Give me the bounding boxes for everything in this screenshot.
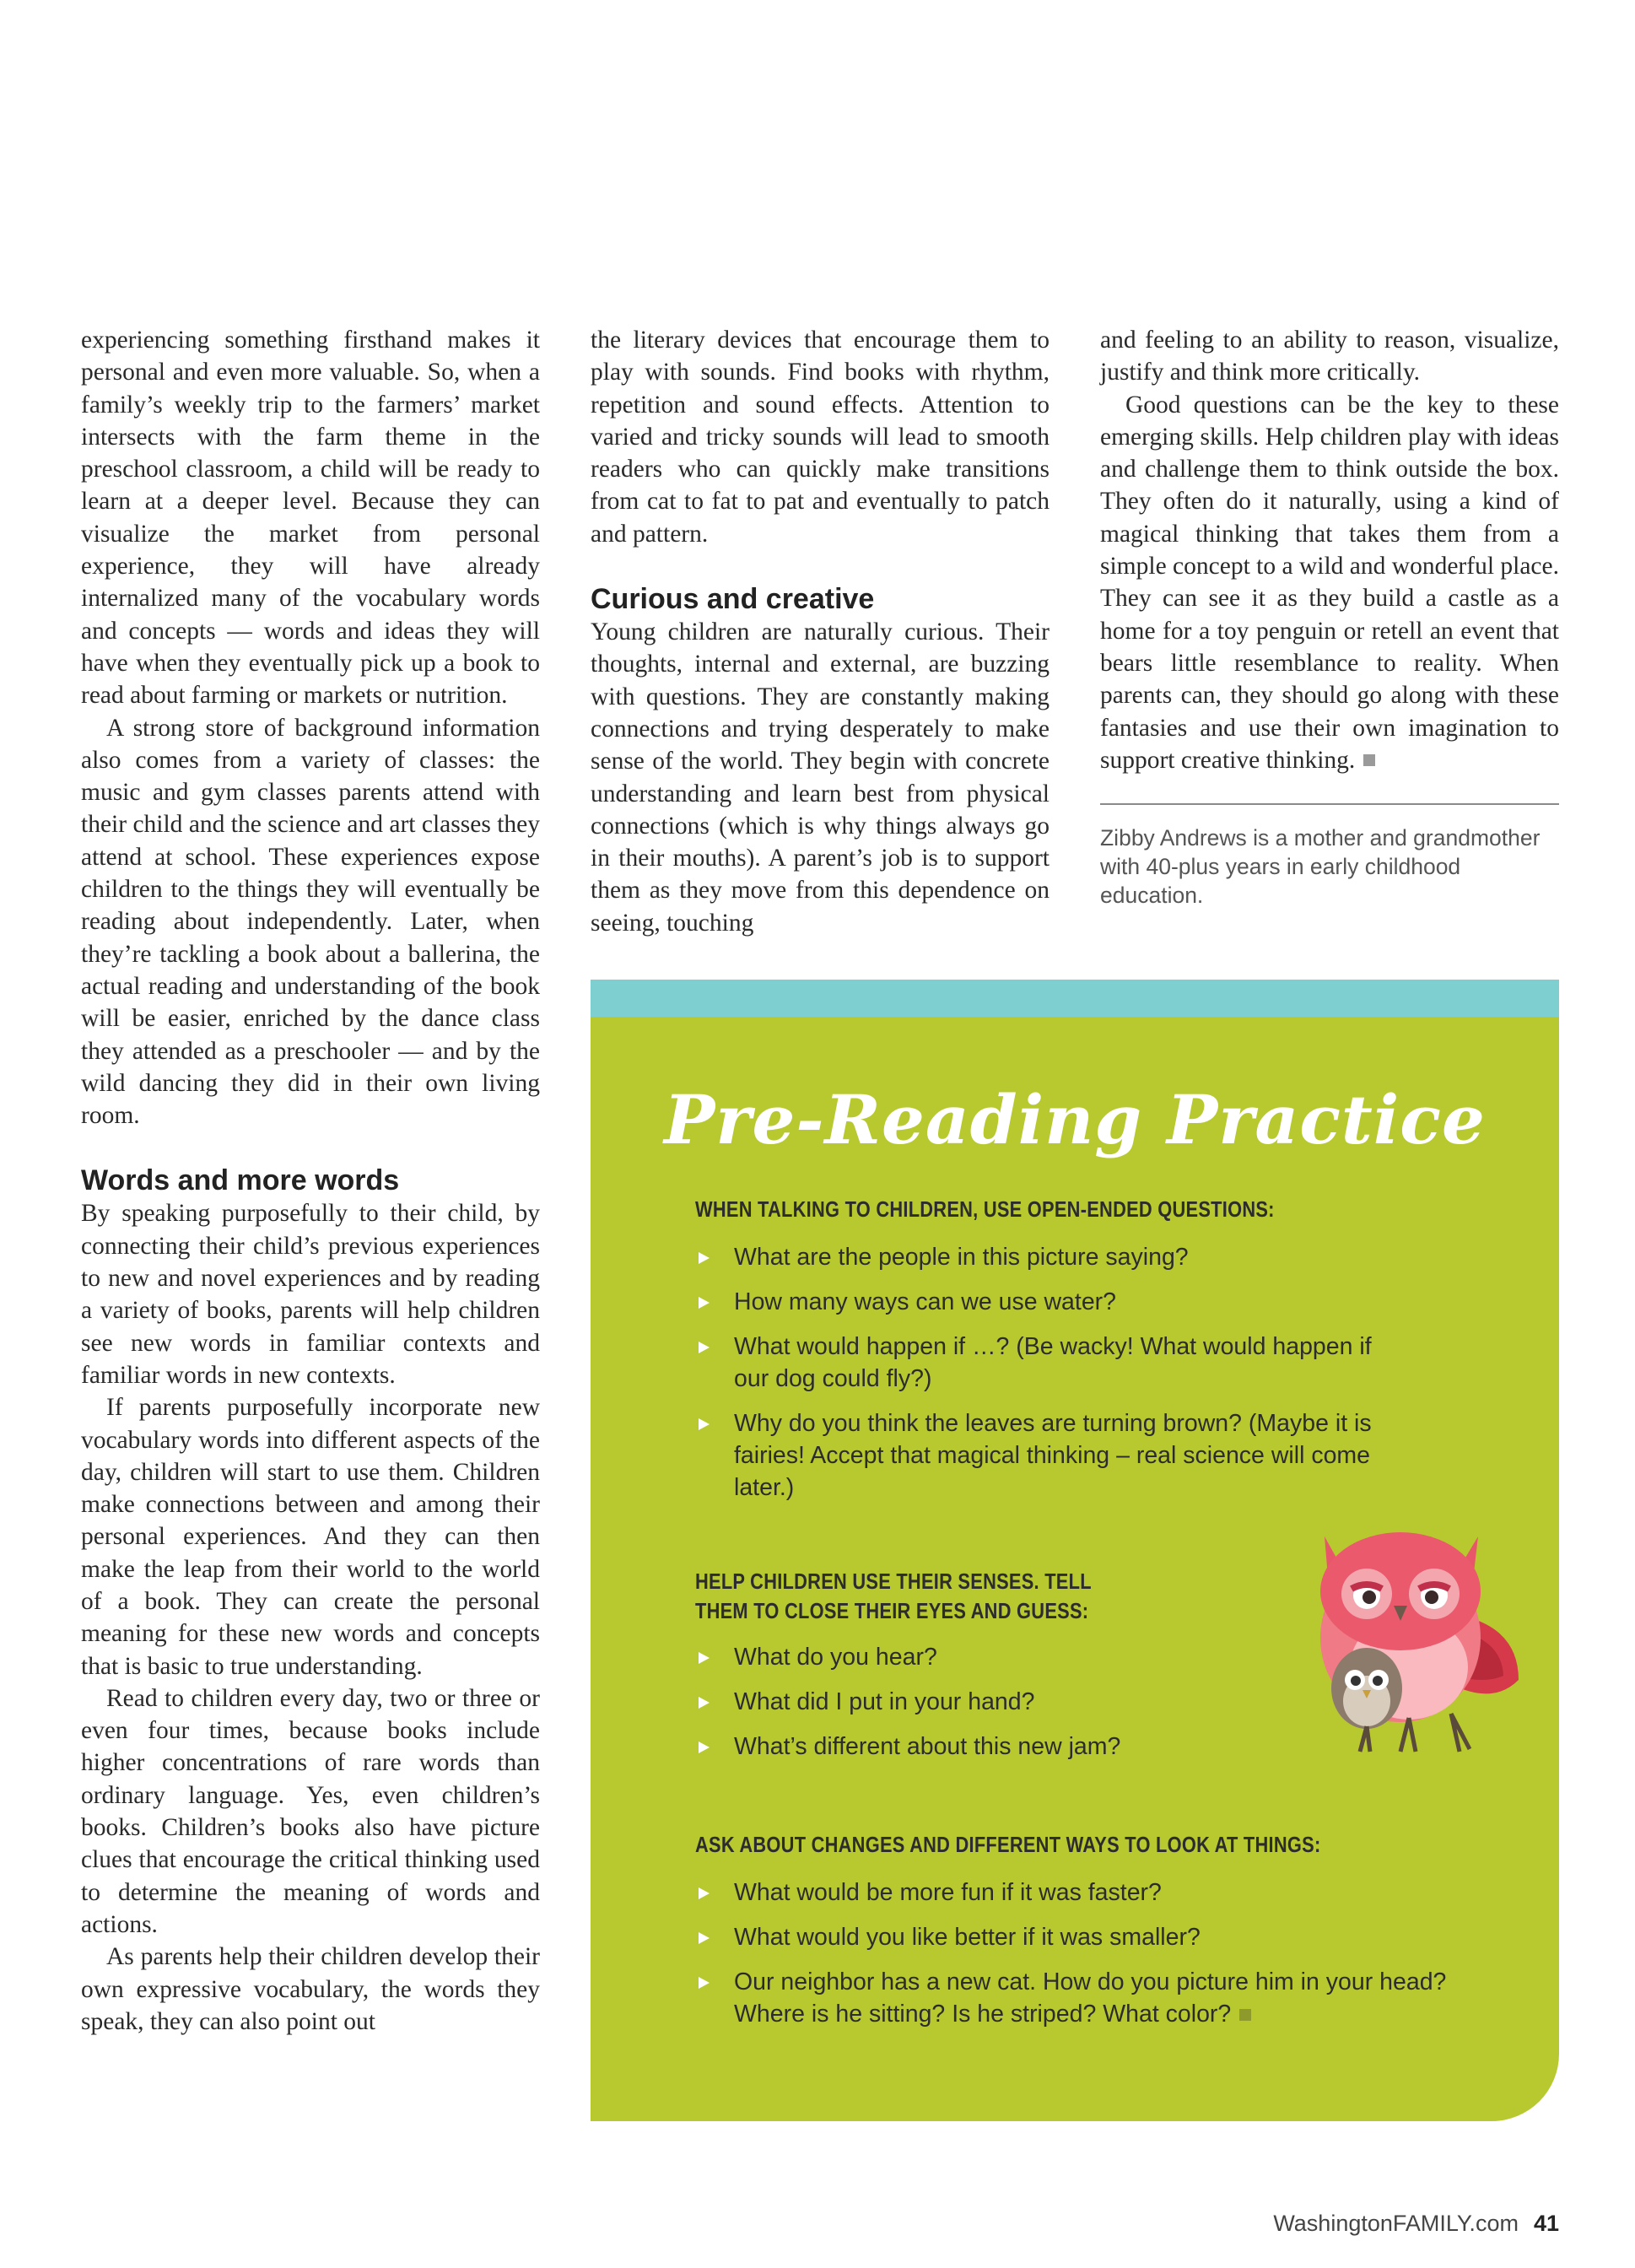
divider [1100, 803, 1559, 805]
paragraph: A strong store of background information also comes from a variety of classes: the music and gym classes parents attend with their child and the science and art classes they attend at school. These experiences expose children to the things they will eventually be reading about independently. Later, when they’re tackling a book about a ballerina, the actual reading and understanding of the book will be easier, enriched by the dance class they attended as a preschooler — and by the wild dancing they did in their own living room. [81, 714, 540, 1130]
sidebar-title: Pre-Reading Practice [664, 1080, 1486, 1159]
list-item [695, 1966, 1476, 2030]
paragraph: By speaking purposefully to their child, by connecting their child’s previous experiences to new and novel experiences and by reading a variety of books, parents will help children see new words in familiar contexts and familiar words in new contexts. [81, 1200, 540, 1389]
paragraph: If parents purposefully incorporate new vocabulary words into different aspects of the day, children will start to use them. Children make connections between and among their personal experiences. And they can then make the leap from their world to the world of a book. They can create the personal meaning for these new words and concepts that is basic to true understanding. [81, 1394, 540, 1680]
paragraph: Young children are naturally curious. Their thoughts, internal and external, are buzzing with questions. They are constantly making connections and trying desperately to make sense of the world. They begin with concrete understanding and learn best from physical connections (which is why things always go in their mouths). A parent’s job is to support them as they move from this dependence on seeing, touching [591, 618, 1050, 937]
list-item: What would you like better if it was smaller? [695, 1921, 1454, 1953]
paragraph: experiencing something firsthand makes it personal and even more valuable. So, when a family’s weekly trip to the farmers’ market intersects with the farm theme in the preschool classroom, a child will be ready to learn at a deeper level. Because they can visualize the market from personal experience, they will have already internalized many of the vocabulary words and concepts — words and ideas they will have when they eventually pick up a book to read about farming or markets or nutrition. [81, 327, 540, 710]
list-item: What’s different about this new jam? [695, 1731, 1454, 1763]
section-heading-senses [695, 1567, 1092, 1626]
paragraph-text: Good questions can be the key to these emerging skills. Help children play with ideas and challenge them to think outside the box. They often do it naturally, using a kind of magical thinking that takes them from a simple concept to a wild and wonderful place. They can see it as they build a castle as a home for a toy penguin or retell an event that bears little resemblance to reality. When parents can, they should go along with these fantasies and use their own imagination to support creative thinking. [1100, 391, 1559, 774]
end-mark-icon [1363, 754, 1375, 766]
author-bio: Zibby Andrews is a mother and grandmother with 40-plus years in early childhood education. [1100, 825, 1541, 909]
paragraph [1100, 389, 1559, 777]
article-column-3 [1100, 324, 1559, 910]
list-item: What do you hear? [695, 1641, 1454, 1673]
paragraph: As parents help their children develop their own expressive vocabulary, the words they speak, they can also point out [81, 1943, 540, 2035]
site-name: WashingtonFAMILY.com [1273, 2211, 1519, 2236]
heading-line: HELP CHILDREN USE THEIR SENSES. TELL [695, 1569, 1092, 1594]
article-column-1 [81, 324, 540, 2038]
sidebar-top-band [591, 980, 1559, 1017]
list-item-text: Our neighbor has a new cat. How do you picture him in your head? Where is he sitting? Is he striped? What color? [734, 1968, 1447, 2028]
section-heading-changes: ASK ABOUT CHANGES AND DIFFERENT WAYS TO LOOK AT THINGS: [695, 1832, 1321, 1857]
owl-icon [1282, 1511, 1535, 1756]
page-footer [1273, 2211, 1559, 2237]
article-column-2 [591, 324, 1050, 939]
pre-reading-sidebar [591, 980, 1559, 2121]
paragraph: and feeling to an ability to reason, visualize, justify and think more critically. [1100, 327, 1559, 386]
list-item: What did I put in your hand? [695, 1686, 1454, 1718]
heading-line: THEM TO CLOSE THEIR EYES AND GUESS: [695, 1598, 1089, 1623]
list-item: What would happen if …? (Be wacky! What would happen if our dog could fly?) [695, 1331, 1392, 1395]
paragraph: Read to children every day, two or three or even four times, because books include higher concentrations of rare words than ordinary language. Yes, even children’s books. Children’s books also have picture clues that encourage the critical thinking used to determine the meaning of words and actions. [81, 1684, 540, 1938]
question-list-changes [695, 1876, 1454, 2043]
page-number: 41 [1533, 2211, 1559, 2236]
section-heading-open-ended: WHEN TALKING TO CHILDREN, USE OPEN-ENDED QUESTIONS: [695, 1196, 1275, 1222]
list-item: Why do you think the leaves are turning brown? (Maybe it is fairies! Accept that magical thinking – real science will come later.) [695, 1407, 1392, 1504]
question-list-open-ended [695, 1241, 1454, 1516]
list-item: What would be more fun if it was faster? [695, 1876, 1454, 1909]
list-item: How many ways can we use water? [695, 1286, 1454, 1318]
end-mark-icon [1239, 2009, 1251, 2021]
list-item: What are the people in this picture saying? [695, 1241, 1454, 1273]
section-heading-words: Words and more words [81, 1164, 400, 1197]
paragraph: the literary devices that encourage them to play with sounds. Find books with rhythm, repetition and sound effects. Attention to varied and tricky sounds will lead to smooth readers who can quickly make transitions from cat to fat to pat and eventually to patch and pattern. [591, 327, 1050, 548]
section-heading-curious: Curious and creative [591, 583, 875, 616]
